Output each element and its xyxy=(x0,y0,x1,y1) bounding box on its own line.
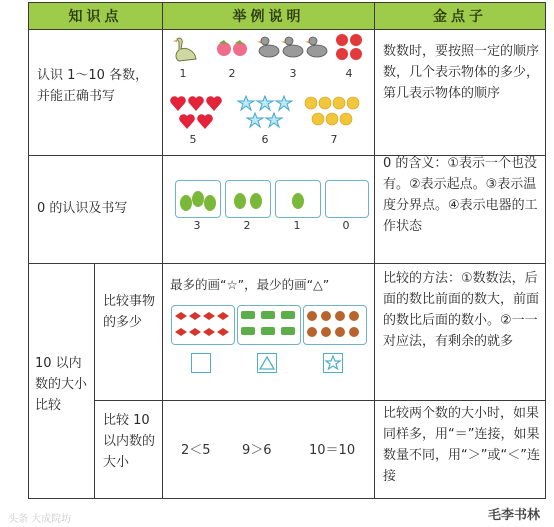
answer-star xyxy=(323,353,343,373)
row2-tip: 0 的含义：①表示一个也没有。②表示起点。③表示温度分界点。④表示电器的工作状态 xyxy=(383,156,538,234)
row1-tip: 数数时，要按照一定的顺序数，几个表示物体的多少，第几表示物体的顺序 xyxy=(383,44,540,101)
goose-icon xyxy=(171,35,199,65)
empty-box xyxy=(325,180,369,218)
header-tips: 金点子 xyxy=(375,3,545,29)
header-knowledge: 知识点 xyxy=(29,3,162,29)
comparison: 9＞6 xyxy=(242,443,272,458)
divider xyxy=(374,3,375,498)
count-label: 1 xyxy=(179,67,187,80)
car-icon xyxy=(238,306,300,344)
bow-icon xyxy=(172,306,234,344)
count-label: 1 xyxy=(293,219,301,232)
answer-triangle xyxy=(257,353,277,373)
watermark-left: 头条 大成院坊 xyxy=(8,514,72,525)
group-box xyxy=(303,305,367,345)
compare-things-tip: 比较的方法：①数数法，后面的数比前面的数大，前面的数比后面的数小。②一一对应法，有剩余的就多 xyxy=(383,271,540,349)
heart-icon xyxy=(169,95,223,131)
count-label: 2 xyxy=(228,67,236,80)
knowledge-table xyxy=(28,2,546,499)
triangle-icon xyxy=(258,354,276,372)
compare-numbers-tip: 比较两个数的大小时，如果同样多，用“＝”连接，如果数量不同，用“＞”或“＜”连接 xyxy=(383,406,540,484)
comparison: 10＝10 xyxy=(309,443,356,458)
count-label: 5 xyxy=(189,133,197,146)
bear-icon xyxy=(304,306,366,344)
count-label: 6 xyxy=(261,133,269,146)
compare-things-topic: 比较事物的多少 xyxy=(103,294,156,330)
count-label: 0 xyxy=(342,219,350,232)
count-label: 2 xyxy=(243,219,251,232)
count-label: 3 xyxy=(289,67,297,80)
count-label: 3 xyxy=(193,219,201,232)
peach-icon xyxy=(215,37,249,59)
row2-topic: 0 的认识及书写 xyxy=(37,201,128,216)
star-icon xyxy=(237,95,293,129)
group-box xyxy=(237,305,301,345)
count-label: 4 xyxy=(345,67,353,80)
apple-icon xyxy=(335,33,363,61)
count-label: 7 xyxy=(330,133,338,146)
row3-topic: 10 以内数的大小比较 xyxy=(35,356,88,413)
group-box xyxy=(171,305,235,345)
pear-icon xyxy=(176,181,220,217)
duck-icon xyxy=(257,33,329,59)
watermark-right: 毛李书林 xyxy=(488,508,541,523)
pear-box xyxy=(275,180,321,218)
compare-numbers-topic: 比较 10 以内数的大小 xyxy=(103,413,156,470)
divider xyxy=(29,263,545,264)
flower-icon xyxy=(303,95,365,129)
answer-square xyxy=(191,353,211,373)
pear-box xyxy=(225,180,271,218)
header-examples: 举例说明 xyxy=(163,3,374,29)
pear-box xyxy=(175,180,221,218)
divider xyxy=(94,263,95,498)
row1-topic: 认识 1～10 各数，并能正确书写 xyxy=(37,68,149,104)
comparison: 2＜5 xyxy=(181,443,211,458)
star-icon xyxy=(324,354,342,372)
divider xyxy=(29,29,545,30)
compare-instruction: 最多的画“☆”，最少的画“△” xyxy=(170,277,330,292)
pear-icon xyxy=(276,181,320,217)
pear-icon xyxy=(226,181,270,217)
